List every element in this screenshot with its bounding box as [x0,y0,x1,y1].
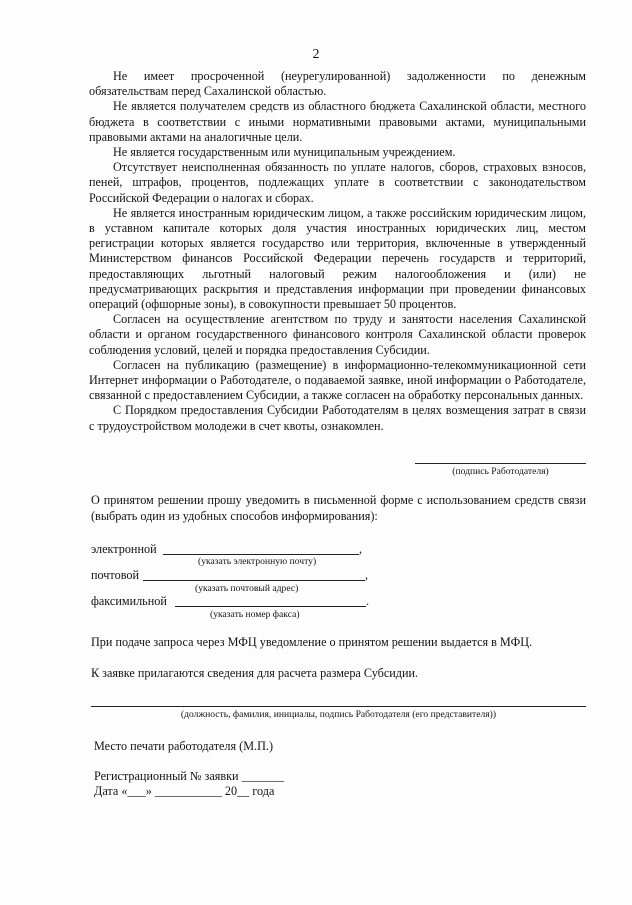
email-field[interactable] [163,554,359,555]
notification-request: О принятом решении прошу уведомить в письменной форме с использованием средств связи (выбрать один из удобных способов информирования): [91,493,586,523]
declaration-procedure-acknowledged: С Порядком предоставления Субсидии Работодателям в целях возмещения затрат в связи с трудоустройством молодежи в счет квоты, ознакомлен. [89,403,586,433]
application-date-line: Дата «___» ___________ 20__ года [94,784,275,798]
declaration-consent-audit: Согласен на осуществление агентством по труду и занятости населения Сахалинской области и органом государственного финансового контроля Сахалинской области проверок соблюдения условий, целей и порядка предоставления Субсидии. [89,312,586,357]
declaration-no-debt: Не имеет просроченной (неурегулированной) задолженности по денежным обязательствам перед Сахалинской областью. [89,69,586,99]
declaration-no-tax-arrears: Отсутствует неисполненная обязанность по уплате налогов, сборов, страховых взносов, пеней, штрафов, процентов, подлежащих уплате в соответствии с законодательством Российской Федерации о налогах и сборах. [89,160,586,205]
postal-address-field[interactable] [143,580,365,581]
fax-number-field[interactable] [175,606,366,607]
declaration-not-institution: Не является государственным или муниципальным учреждением. [113,145,456,160]
representative-signature-line[interactable] [91,706,586,707]
registration-number-line: Регистрационный № заявки _______ [94,769,285,783]
email-label: электронной [91,542,157,556]
declarations-list [89,69,586,434]
declaration-consent-publication: Согласен на публикацию (размещение) в информационно-телекоммуникационной сети Интернет информации о Работодателе, о подаваемой заявке, иной информации о Работодателе, связанной с предоставлением Субсидии, а также согласен на обработку персональных данных. [89,357,586,403]
fax-label: факсимильной [91,594,167,608]
email-caption: (указать электронную почту) [198,556,317,567]
postal-comma: , [365,568,369,582]
employer-signature-line[interactable] [415,463,586,478]
employer-signature-caption: (подпись Работодателя) [452,466,549,477]
representative-caption: (должность, фамилия, инициалы, подпись Работодателя (его представителя)) [180,709,497,720]
declaration-not-foreign-entity: Не является иностранным юридическим лицом, а также российским юридическим лицом, в уставном капитале которых доля участия иностранных юридических лиц, местом регистрации которых является государство или территория, включенные в утвержденный Министерством финансов Российской Федерации перечень государств и территорий, предоставляющих льготный налоговый режим налогообложения и (или) не предусматривающих раскрытия и представления информации при проведении финансовых операций (офшорные зоны), в совокупности превышает 50 процентов. [89,205,586,312]
fax-caption: (указать номер факса) [210,609,300,620]
page-number: 2 [312,47,320,62]
seal-place: Место печати работодателя (М.П.) [94,739,274,753]
fax-period: . [366,594,370,608]
declaration-no-budget-funds: Не является получателем средств из областного бюджета Сахалинской области, местного бюджета в соответствии с иными нормативными правовыми актами, муниципальными правовыми актами на аналогичные цели. [89,99,586,144]
attachment-note: К заявке прилагаются сведения для расчета размера Субсидии. [91,666,419,680]
mfc-note: При подаче запроса через МФЦ уведомление о принятом решении выдается в МФЦ. [91,635,533,649]
postal-label: почтовой [91,568,139,582]
email-comma: , [359,542,363,556]
postal-caption: (указать почтовый адрес) [195,583,299,594]
